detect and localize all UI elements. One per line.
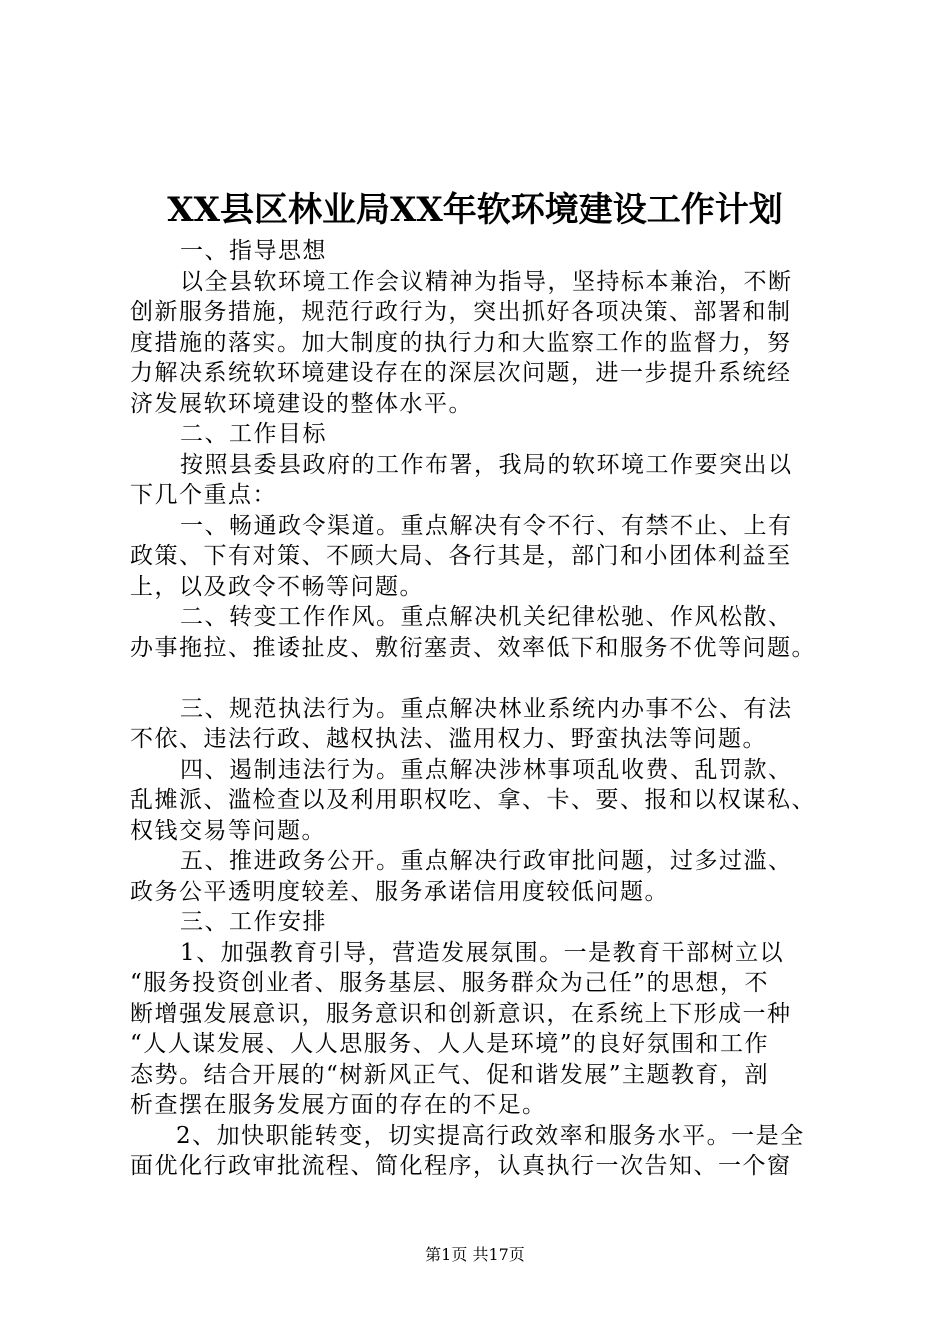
paragraph-line: 态势。结合开展的“树新风正气、促和谐发展”主题教育，剖 bbox=[130, 1061, 770, 1088]
paragraph-line: 济发展软环境建设的整体水平。 bbox=[130, 390, 473, 417]
paragraph-line: 析查摆在服务发展方面的存在的不足。 bbox=[130, 1092, 547, 1118]
paragraph-line: 力解决系统软环境建设存在的深层次问题，进一步提升系统经 bbox=[130, 360, 792, 386]
paragraph-line: 面优化行政审批流程、简化程序，认真执行一次告知、一个窗 bbox=[130, 1153, 792, 1179]
paragraph-line: “服务投资创业者、服务基层、服务群众为己任”的思想，不 bbox=[130, 970, 770, 996]
paragraph-line: 三、规范执法行为。重点解决林业系统内办事不公、有法 bbox=[180, 695, 793, 722]
paragraph-line: 按照县委县政府的工作布署，我局的软环境工作要突出以 bbox=[180, 451, 793, 478]
paragraph-line: 创新服务措施，规范行政行为，突出抓好各项决策、部署和制 bbox=[130, 299, 792, 325]
paragraph-line: 上，以及政令不畅等问题。 bbox=[130, 573, 424, 600]
paragraph-line: 不依、违法行政、越权执法、滥用权力、野蛮执法等问题。 bbox=[130, 726, 767, 752]
page-footer: 第1页 共17页 bbox=[425, 1245, 525, 1264]
paragraph-line: 权钱交易等问题。 bbox=[130, 817, 326, 844]
paragraph-line: 2、加快职能转变，切实提高行政效率和服务水平。一是全 bbox=[176, 1122, 805, 1149]
paragraph-line: 断增强发展意识，服务意识和创新意识，在系统上下形成一种 bbox=[130, 1000, 792, 1027]
paragraph-line: 以全县软环境工作会议精神为指导，坚持标本兼治，不断 bbox=[180, 268, 793, 295]
paragraph-line: 四、遏制违法行为。重点解决涉林事项乱收费、乱罚款、 bbox=[180, 756, 793, 783]
paragraph-line: 三、工作安排 bbox=[180, 909, 327, 935]
paragraph-line: 度措施的落实。加大制度的执行力和大监察工作的监督力，努 bbox=[130, 329, 792, 356]
paragraph-line: 五、推进政务公开。重点解决行政审批问题，过多过滥、 bbox=[180, 848, 793, 874]
paragraph-line: “人人谋发展、人人思服务、人人是环境”的良好氛围和工作 bbox=[130, 1031, 770, 1057]
paragraph-line: 办事拖拉、推诿扯皮、敷衍塞责、效率低下和服务不优等问题。 bbox=[130, 634, 816, 661]
paragraph-line: 二、转变工作作风。重点解决机关纪律松驰、作风松散、 bbox=[180, 604, 793, 630]
paragraph-line: 一、指导思想 bbox=[180, 238, 327, 264]
paragraph-line: 下几个重点： bbox=[130, 482, 277, 508]
paragraph-line: 政策、下有对策、不顾大局、各行其是，部门和小团体利益至 bbox=[130, 543, 792, 569]
document-body bbox=[130, 236, 850, 1182]
paragraph-line: 1、加强教育引导，营造发展氛围。一是教育干部树立以 bbox=[180, 939, 785, 966]
paragraph-line: 一、畅通政令渠道。重点解决有令不行、有禁不止、上有 bbox=[180, 512, 793, 539]
paragraph-line: 乱摊派、滥检查以及利用职权吃、拿、卡、要、报和以权谋私、 bbox=[130, 787, 816, 813]
paragraph-line: 二、工作目标 bbox=[180, 421, 327, 447]
paragraph-line: 政务公平透明度较差、服务承诺信用度较低问题。 bbox=[130, 878, 669, 905]
blank-line bbox=[130, 663, 850, 694]
document-title: XX县区林业局XX年软环境建设工作计划 bbox=[167, 190, 783, 230]
